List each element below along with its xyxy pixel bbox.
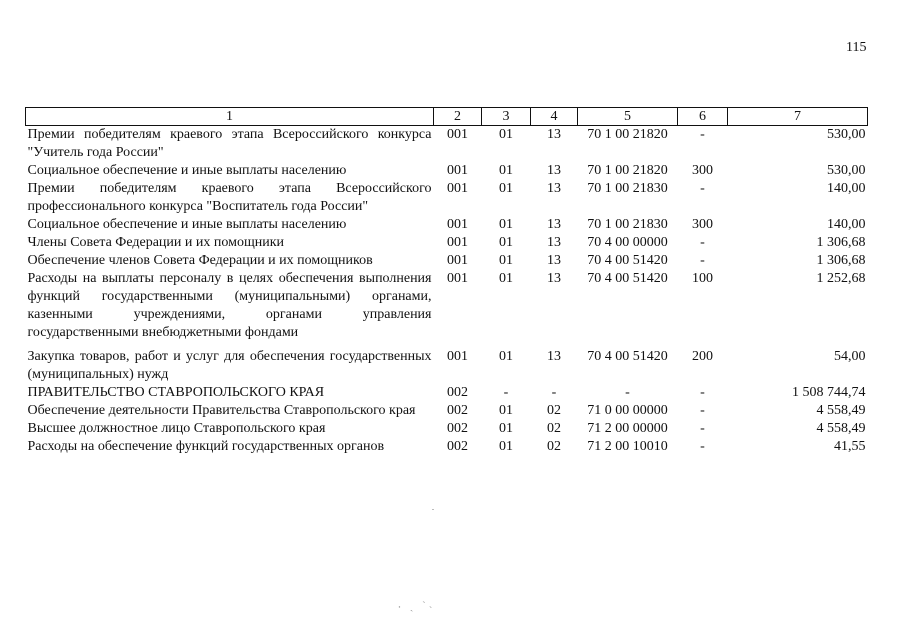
cell-subsection: - bbox=[551, 385, 557, 400]
page-number: 115 bbox=[846, 40, 867, 55]
cell-expense-type: - bbox=[700, 385, 705, 400]
table-row bbox=[26, 342, 868, 384]
cell-expense-type: 300 bbox=[692, 163, 713, 178]
cell-code: 002 bbox=[447, 439, 468, 454]
row-name: Социальное обеспечение и иные выплаты населению bbox=[27, 217, 347, 232]
cell-section: 01 bbox=[499, 421, 513, 436]
column-header: 2 bbox=[434, 108, 482, 126]
budget-table bbox=[25, 107, 868, 456]
cell-code: 002 bbox=[447, 421, 468, 436]
cell-amount: 4 558,49 bbox=[816, 421, 866, 436]
cell-expense-type: - bbox=[700, 235, 705, 250]
cell-subsection: 02 bbox=[547, 403, 561, 418]
column-header: 1 bbox=[26, 108, 434, 126]
cell-expense-type: - bbox=[700, 439, 705, 454]
table-row bbox=[26, 438, 868, 456]
cell-target: 71 2 00 10010 bbox=[587, 439, 668, 454]
cell-code: 001 bbox=[447, 253, 468, 268]
table-row bbox=[26, 180, 868, 216]
column-header: 7 bbox=[728, 108, 868, 126]
cell-expense-type: - bbox=[700, 421, 705, 436]
cell-target: 70 1 00 21820 bbox=[587, 127, 668, 142]
cell-amount: 1 508 744,74 bbox=[792, 385, 866, 400]
cell-code: 001 bbox=[447, 235, 468, 250]
row-name: Закупка товаров, работ и услуг для обеспечения государственных (муниципальных) нужд bbox=[27, 349, 432, 382]
cell-section: 01 bbox=[499, 403, 513, 418]
cell-target: 71 0 00 00000 bbox=[587, 403, 668, 418]
cell-expense-type: 300 bbox=[692, 217, 713, 232]
cell-section: - bbox=[503, 385, 509, 400]
table-row bbox=[26, 162, 868, 180]
cell-expense-type: 100 bbox=[692, 271, 713, 286]
scan-speck bbox=[432, 509, 434, 510]
cell-subsection: 13 bbox=[547, 271, 561, 286]
cell-section: 01 bbox=[499, 127, 513, 142]
cell-subsection: 13 bbox=[547, 127, 561, 142]
cell-code: 002 bbox=[447, 403, 468, 418]
row-name: Члены Совета Федерации и их помощники bbox=[27, 235, 285, 250]
row-name: Социальное обеспечение и иные выплаты населению bbox=[27, 163, 347, 178]
row-name: Обеспечение членов Совета Федерации и их помощников bbox=[27, 253, 373, 268]
cell-subsection: 13 bbox=[547, 235, 561, 250]
cell-expense-type: 200 bbox=[692, 349, 713, 364]
row-name: ПРАВИТЕЛЬСТВО СТАВРОПОЛЬСКОГО КРАЯ bbox=[27, 385, 325, 400]
cell-subsection: 02 bbox=[547, 421, 561, 436]
row-name: Обеспечение деятельности Правительства Ставропольского края bbox=[27, 403, 416, 418]
cell-section: 01 bbox=[499, 217, 513, 232]
cell-target: 70 4 00 51420 bbox=[587, 253, 668, 268]
cell-section: 01 bbox=[499, 163, 513, 178]
table-row bbox=[26, 234, 868, 252]
cell-code: 001 bbox=[447, 127, 468, 142]
table-row bbox=[26, 402, 868, 420]
cell-subsection: 02 bbox=[547, 439, 561, 454]
cell-section: 01 bbox=[499, 181, 513, 196]
cell-section: 01 bbox=[499, 235, 513, 250]
row-name: Высшее должностное лицо Ставропольского края bbox=[27, 421, 326, 436]
cell-amount: 4 558,49 bbox=[816, 403, 866, 418]
cell-target: - bbox=[625, 385, 630, 400]
column-header: 3 bbox=[482, 108, 531, 126]
cell-amount: 530,00 bbox=[827, 127, 866, 142]
cell-target: 70 1 00 21830 bbox=[587, 181, 668, 196]
cell-amount: 140,00 bbox=[827, 217, 866, 232]
cell-target: 71 2 00 00000 bbox=[587, 421, 668, 436]
cell-amount: 41,55 bbox=[834, 439, 866, 454]
table-row bbox=[26, 252, 868, 270]
cell-target: 70 1 00 21820 bbox=[587, 163, 668, 178]
cell-target: 70 4 00 51420 bbox=[587, 349, 668, 364]
cell-code: 001 bbox=[447, 271, 468, 286]
cell-expense-type: - bbox=[700, 127, 705, 142]
cell-expense-type: - bbox=[700, 253, 705, 268]
cell-code: 001 bbox=[447, 349, 468, 364]
cell-section: 01 bbox=[499, 271, 513, 286]
table-row bbox=[26, 270, 868, 342]
cell-amount: 1 306,68 bbox=[816, 253, 866, 268]
cell-subsection: 13 bbox=[547, 253, 561, 268]
table-row bbox=[26, 420, 868, 438]
cell-expense-type: - bbox=[700, 181, 705, 196]
cell-section: 01 bbox=[499, 253, 513, 268]
cell-code: 001 bbox=[447, 181, 468, 196]
row-name: Премии победителям краевого этапа Всероссийского профессионального конкурса "Воспитатель года России" bbox=[27, 181, 432, 214]
cell-expense-type: - bbox=[700, 403, 705, 418]
cell-amount: 140,00 bbox=[827, 181, 866, 196]
column-header: 6 bbox=[678, 108, 728, 126]
column-header: 5 bbox=[578, 108, 678, 126]
table-row bbox=[26, 126, 868, 163]
cell-subsection: 13 bbox=[547, 163, 561, 178]
cell-amount: 1 252,68 bbox=[816, 271, 866, 286]
cell-code: 001 bbox=[447, 217, 468, 232]
table-row bbox=[26, 384, 868, 402]
table-header-row bbox=[26, 108, 868, 126]
cell-code: 002 bbox=[447, 385, 468, 400]
cell-subsection: 13 bbox=[547, 349, 561, 364]
cell-code: 001 bbox=[447, 163, 468, 178]
table-row bbox=[26, 216, 868, 234]
cell-section: 01 bbox=[499, 349, 513, 364]
cell-subsection: 13 bbox=[547, 217, 561, 232]
scan-specks: ⸳ ˎ ˋ˴ bbox=[398, 600, 436, 612]
cell-target: 70 4 00 00000 bbox=[587, 235, 668, 250]
row-name: Расходы на обеспечение функций государственных органов bbox=[27, 439, 385, 454]
cell-subsection: 13 bbox=[547, 181, 561, 196]
cell-target: 70 1 00 21830 bbox=[587, 217, 668, 232]
column-header: 4 bbox=[531, 108, 578, 126]
cell-target: 70 4 00 51420 bbox=[587, 271, 668, 286]
cell-amount: 54,00 bbox=[834, 349, 866, 364]
row-name: Расходы на выплаты персоналу в целях обеспечения выполнения функций государственными (муниципальными) органами, казенными учреждениями, органами управления государственными внебюджетными фондами bbox=[27, 271, 432, 340]
cell-amount: 530,00 bbox=[827, 163, 866, 178]
cell-section: 01 bbox=[499, 439, 513, 454]
cell-amount: 1 306,68 bbox=[816, 235, 866, 250]
row-name: Премии победителям краевого этапа Всероссийского конкурса "Учитель года России" bbox=[27, 127, 432, 160]
